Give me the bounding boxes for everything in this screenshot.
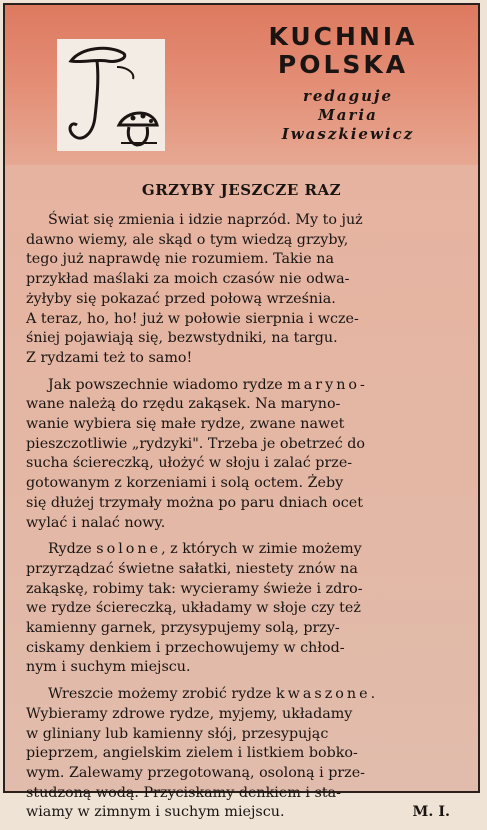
spaced-word: kwaszone. xyxy=(276,686,379,703)
text-line: dawno wiemy, ale skąd o tym wiedzą grzyby, xyxy=(26,231,349,248)
text-line: wym. Zalewamy przegotowaną, osoloną i prze- xyxy=(26,764,365,781)
text-run: Jak powszechnie wiadomo rydze xyxy=(48,376,288,393)
text-line: wanie wybiera się małe rydze, zwane nawet xyxy=(26,416,345,433)
text-line xyxy=(26,540,450,560)
text-line: Wybieramy zdrowe rydze, myjemy, układamy xyxy=(26,705,353,722)
paragraph-3 xyxy=(26,540,450,678)
text-line: się dłużej trzymały można po paru dniach ocet xyxy=(26,494,363,511)
editor-credit xyxy=(263,87,433,144)
text-line: studzoną wodą. Przyciskamy denkiem i sta- xyxy=(26,784,341,801)
text-line: żyłyby się pokazać przed połową września. xyxy=(26,290,336,307)
text-run: Wreszcie możemy zrobić rydze xyxy=(48,686,276,703)
spaced-word: solone xyxy=(96,541,162,558)
paragraph-4 xyxy=(26,685,450,823)
text-line: kamienny garnek, przysypujemy solą, przy- xyxy=(26,620,340,637)
section-title-line1: KUCHNIA xyxy=(268,22,418,51)
text-line: pieszczotliwie „rydzyki". Trzeba je obetrzeć do xyxy=(26,435,366,452)
mushroom-drawing-icon xyxy=(57,39,165,151)
text-line: gotowanym z korzeniami i solą octem. Żeby xyxy=(26,475,344,492)
text-line: nym i suchym miejscu. xyxy=(26,659,191,676)
text-run: wiamy w zimnym i suchym miejscu. xyxy=(26,804,285,821)
editor-credit-line2: Maria xyxy=(318,106,378,124)
author-signature: M. I. xyxy=(412,804,450,821)
section-title-line2: POLSKA xyxy=(277,50,409,79)
article-body xyxy=(26,211,450,830)
text-line: tego już naprawdę nie rozumiem. Takie na xyxy=(26,251,334,268)
text-line xyxy=(26,803,450,823)
text-line xyxy=(26,376,450,396)
text-line: przykład maślaki za moich czasów nie odwa- xyxy=(26,271,350,288)
text-line: wylać i nalać nowy. xyxy=(26,514,166,531)
paragraph-1 xyxy=(26,211,450,369)
text-line: Świat się zmienia i idzie naprzód. My to już xyxy=(48,212,363,228)
text-line: Z rydzami też to samo! xyxy=(26,349,193,366)
text-run: , z których w zimie możemy xyxy=(161,541,362,558)
text-line: A teraz, ho, ho! już w połowie sierpnia i wcze- xyxy=(26,310,359,327)
text-line: śniej pojawiają się, bezwstydniki, na targu. xyxy=(26,330,338,347)
spaced-word: maryno- xyxy=(287,376,368,393)
text-line: sucha ściereczką, ułożyć w słoju i zalać prze- xyxy=(26,455,353,472)
text-line: wane należą do rzędu zakąsek. Na maryno- xyxy=(26,396,341,413)
editor-credit-line3: Iwaszkiewicz xyxy=(281,125,415,143)
text-line: ciskamy denkiem i przechowujemy w chłod- xyxy=(26,639,345,656)
editor-credit-line1: redaguje xyxy=(302,87,394,105)
text-line: pieprzem, angielskim zielem i listkiem bobko- xyxy=(26,745,358,762)
text-line: przyrządzać świetne sałatki, niestety znów na xyxy=(26,560,358,577)
section-title xyxy=(263,23,423,79)
newspaper-clipping xyxy=(3,3,480,821)
article-headline: GRZYBY JESZCZE RAZ xyxy=(141,181,342,199)
text-run: Rydze xyxy=(48,541,97,558)
text-line: zakąskę, robimy tak: wycieramy świeże i zdro- xyxy=(26,580,363,597)
text-line: we rydze ściereczką, układamy w słoje czy też xyxy=(26,600,361,617)
paragraph-2 xyxy=(26,376,450,534)
text-line: w gliniany lub kamienny słój, przesypując xyxy=(26,725,329,742)
text-line xyxy=(26,685,450,705)
